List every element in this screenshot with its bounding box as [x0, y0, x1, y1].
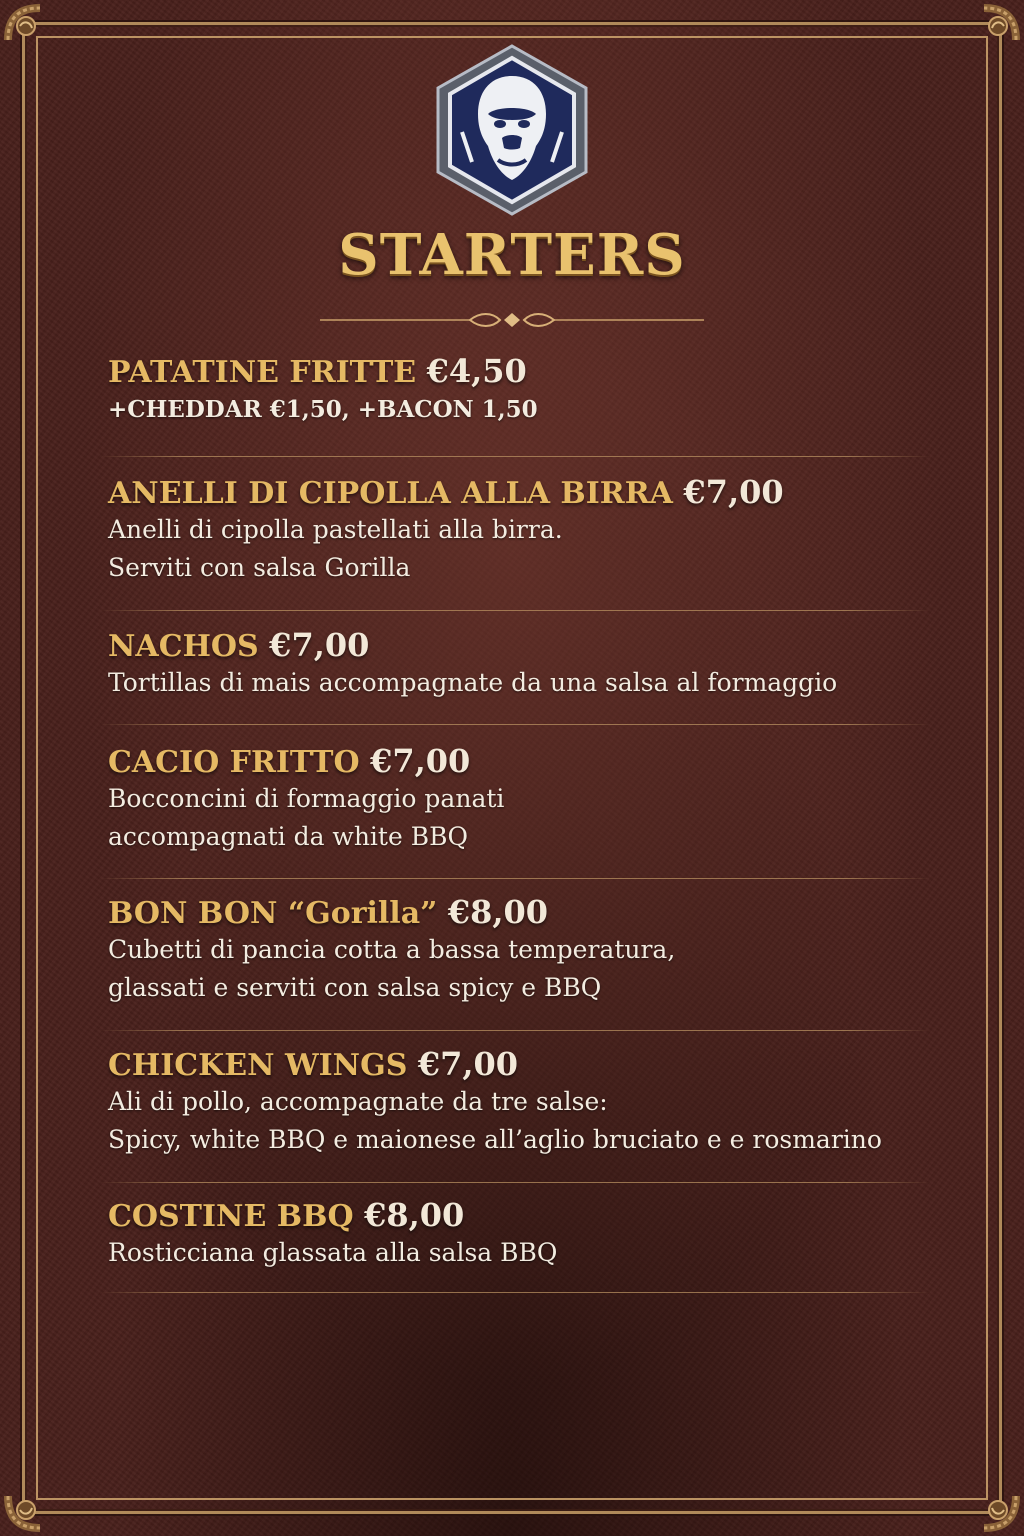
item-name: PATATINE FRITTE [108, 355, 417, 390]
item-description-line: Serviti con salsa Gorilla [108, 553, 411, 582]
item-description-line: accompagnati da white BBQ [108, 822, 468, 851]
item-price: €7,00 [417, 1045, 519, 1083]
item-name: ANELLI DI CIPOLLA ALLA BIRRA [108, 476, 673, 511]
item-divider [100, 1292, 930, 1293]
item-title [108, 893, 928, 931]
item-description-line: Spicy, white BBQ e maionese all’aglio bruciato e e rosmarino [108, 1125, 882, 1154]
item-description-line: glassati e serviti con salsa spicy e BBQ [108, 973, 602, 1002]
item-title [108, 742, 928, 780]
item-divider [100, 610, 930, 611]
item-name: NACHOS [108, 629, 259, 664]
item-divider [100, 1182, 930, 1183]
item-description-line: Cubetti di pancia cotta a bassa temperatura, [108, 935, 676, 964]
item-price: €7,00 [370, 742, 471, 780]
item-price: €8,00 [364, 1196, 465, 1234]
menu-item [108, 352, 928, 423]
item-price: €7,00 [269, 626, 370, 664]
scroll-divider-icon [320, 308, 704, 332]
item-divider [100, 456, 930, 457]
item-name: BON BON “Gorilla” [108, 896, 438, 931]
item-description-line: Anelli di cipolla pastellati alla birra. [108, 515, 563, 544]
item-description-line: Tortillas di mais accompagnate da una salsa al formaggio [108, 668, 838, 697]
item-name: CHICKEN WINGS [108, 1048, 408, 1083]
item-title [108, 352, 928, 390]
page-title: STARTERS [338, 222, 686, 288]
item-title [108, 473, 928, 511]
item-name: COSTINE BBQ [108, 1199, 354, 1234]
item-extras: +CHEDDAR €1,50, +BACON 1,50 [108, 396, 538, 423]
item-divider [100, 878, 930, 879]
item-divider [100, 1030, 930, 1031]
item-title [108, 1045, 928, 1083]
menu-item [108, 1045, 928, 1159]
menu-item [108, 473, 928, 587]
item-price: €7,00 [683, 473, 784, 511]
menu-item [108, 893, 928, 1007]
item-description-line: Bocconcini di formaggio panati [108, 784, 505, 813]
rope-knot-icon [0, 1466, 70, 1536]
item-divider [100, 724, 930, 725]
rope-knot-icon [954, 1466, 1024, 1536]
item-title [108, 626, 928, 664]
menu-item [108, 1196, 928, 1272]
menu-item [108, 626, 928, 702]
item-description-line: Rosticciana glassata alla salsa BBQ [108, 1238, 558, 1267]
rope-knot-icon [954, 0, 1024, 70]
gorilla-hexagon-icon [432, 42, 592, 218]
item-name: CACIO FRITTO [108, 745, 360, 780]
item-title [108, 1196, 928, 1234]
menu-item [108, 742, 928, 856]
item-price: €4,50 [426, 352, 527, 390]
item-price: €8,00 [447, 893, 549, 931]
item-description-line: Ali di pollo, accompagnate da tre salse: [108, 1087, 608, 1116]
rope-knot-icon [0, 0, 70, 70]
